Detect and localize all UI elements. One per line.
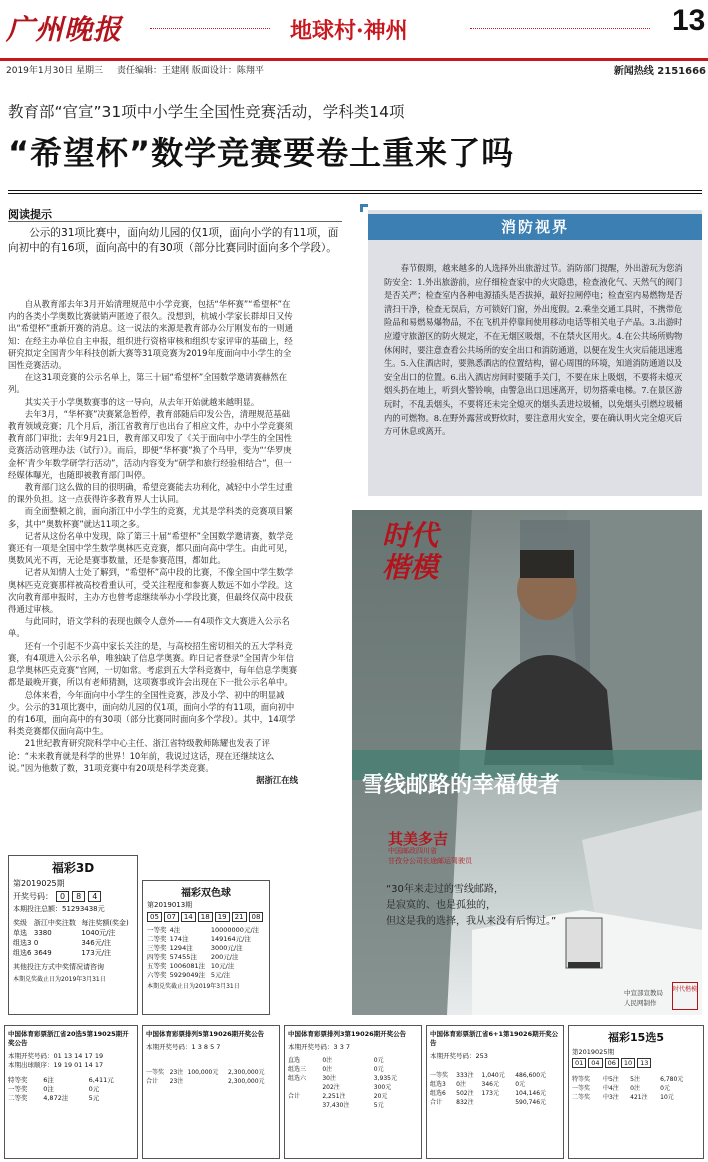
table-row xyxy=(147,970,267,979)
table-cell: 5929049注 xyxy=(169,971,206,979)
table-cell: 0注 xyxy=(322,1066,333,1073)
table-cell: 300元 xyxy=(373,1084,392,1091)
table-cell: 1,040元 xyxy=(481,1072,505,1079)
lottery-title: 福彩15选5 xyxy=(608,1031,664,1044)
fire-safety-title: 消防视界 xyxy=(368,214,702,240)
prize-table xyxy=(430,1070,560,1106)
table-cell: 149164元/注 xyxy=(210,935,251,943)
table-cell: 中3注 xyxy=(602,1094,619,1101)
table-row xyxy=(8,1084,134,1093)
newspaper-logo: 广州晚报 xyxy=(6,13,123,46)
paragraph: 记者从知情人士处了解到，“希望杯”高中段的比赛，不像全国中学生数学奥林匹克竞赛那样被高校看重认可，受关注程度和参赛人数远不如小学段。这次向教育部申报时，主办方也曾考虑继续举办小学段比赛，但最终仅高中段获得通过审核。 xyxy=(8,567,294,615)
photo-credit-2: 人民网制作 xyxy=(624,999,657,1007)
table-cell: 组选三 xyxy=(288,1066,307,1073)
table-cell: 合计 xyxy=(430,1099,443,1106)
sales-total: 本期投注总额：51293438元 xyxy=(13,905,105,913)
table-cell: 2,300,000元 xyxy=(228,1078,265,1085)
table-cell: 合计 xyxy=(288,1093,301,1100)
table-cell: 特等奖 xyxy=(8,1076,28,1084)
table-row xyxy=(146,1076,276,1085)
table-cell: 200元/注 xyxy=(210,953,239,961)
draw-number: 04 xyxy=(588,1058,602,1068)
paragraph: 记者从这份名单中发现，除了第三十届“希望杯”全国数学邀请赛，数学竞赛还有一项是全国中学生数学奥林匹克竞赛，都只面向高中学生。由此可见，奥数风光不再，无论是赛事数量，还是参赛范围，都如此。 xyxy=(8,530,294,566)
series-tag: 时代楷模 xyxy=(382,519,439,584)
quote-line: 但这是我的选择，我从来没有后悔过。” xyxy=(386,916,557,927)
article-byline: 据浙江在线 xyxy=(256,774,298,785)
table-cell: 1294注 xyxy=(169,944,193,952)
lottery-title: 福彩3D xyxy=(51,861,95,875)
table-cell: 10元/注 xyxy=(210,962,235,970)
table-cell: 五等奖 xyxy=(147,962,167,970)
table-cell: 1040元/注 xyxy=(81,929,116,937)
table-cell: 202注 xyxy=(322,1084,340,1091)
draw-numbers xyxy=(143,911,269,923)
page-number: 13 xyxy=(672,4,706,37)
lottery-tc-20x5 xyxy=(4,1025,138,1159)
table-cell: 100,000元 xyxy=(187,1069,219,1076)
table-row xyxy=(288,1100,418,1109)
table-cell: 23注 xyxy=(169,1078,184,1085)
lottery-title: 中国体育彩票浙江省6+1第19026期开奖公告 xyxy=(430,1030,559,1047)
table-row xyxy=(13,948,135,958)
paragraph: 21世纪教育研究院科学中心主任、浙江省特级教师陈耀也发表了评论：“未来教育就是科学的世界！10年前，我说过这话，现在还继续这么说。”因为他数了数，31项竞赛中有20项是科学类竞赛。 xyxy=(8,738,275,773)
prize-table xyxy=(572,1074,700,1101)
table-row xyxy=(147,961,267,970)
lottery-footer: 本期兑奖截止日为2019年3月31日 xyxy=(147,983,240,990)
table-cell: 六等奖 xyxy=(147,971,167,979)
draw-numbers xyxy=(572,1058,700,1068)
table-cell: 174注 xyxy=(169,935,189,943)
blue-ball-number: 08 xyxy=(249,912,264,922)
table-cell: 0注 xyxy=(456,1081,466,1088)
table-cell: 486,600元 xyxy=(515,1072,547,1079)
feature-title: 雪线邮路的幸福使者 xyxy=(362,773,561,798)
lottery-title: 中国体育彩票排列3第19026期开奖公告 xyxy=(288,1030,407,1038)
draw-order: 本期出球顺序：19 19 01 14 17 xyxy=(8,1061,104,1069)
table-row xyxy=(572,1074,700,1083)
article-body xyxy=(8,298,298,786)
honoree-desc-2: 甘孜分公司长途邮运驾驶员 xyxy=(388,857,472,865)
table-cell: 一等奖 xyxy=(147,926,167,934)
lottery-footer: 本期兑奖截止日为2019年3月31日 xyxy=(13,976,106,983)
table-cell: 中4注 xyxy=(602,1085,619,1092)
paragraph: 教育部门这么做的目的很明确，希望竞赛能去功利化，减轻中小学生过重的课外负担。这一点获得许多教育界人士认同。 xyxy=(8,482,293,505)
draw-number: 0 xyxy=(56,891,69,902)
seal-stamp: 时代楷模 xyxy=(672,982,698,1010)
news-hotline: 新闻热线 2151666 xyxy=(613,65,706,77)
table-row xyxy=(288,1091,418,1100)
honoree-quote xyxy=(386,882,556,930)
masthead xyxy=(0,0,708,58)
table-cell: 173元/注 xyxy=(81,949,112,957)
lottery-issue: 第2019025期 xyxy=(13,879,65,888)
table-row xyxy=(13,938,135,948)
paragraph: 去年3月，“华杯赛”决赛紧急暂停，教育部随后印发公告，清理规范基础教育领域竞赛；几个月后，浙江省教育厅也出台了相应文件，办中小学竞赛须教育部门审批；去年9月21日，教育部又印发了《关于面向中小学生的全国性竞赛活动管理办法（试行）》。而后，即便“华杯赛”换了个马甲，变为“‘华罗庚金杯’青少年数学研学行活动”，活动内容变为“研学和旅行经验相结合”，但一经媒体曝光，也随即被教育部门叫停。 xyxy=(8,408,293,480)
table-cell: 组选6 xyxy=(13,949,32,957)
table-cell: 23注 xyxy=(169,1069,184,1076)
table-cell: 4注 xyxy=(169,926,181,934)
quote-line: “30年来走过的雪线邮路， xyxy=(386,884,504,895)
table-cell: 单选 xyxy=(13,929,27,937)
table-cell: 57455注 xyxy=(169,953,197,961)
table-row xyxy=(288,1073,418,1082)
section-title: 地球村·神州 xyxy=(290,18,408,44)
table-cell: 组选3 xyxy=(430,1081,446,1088)
decorative-divider xyxy=(150,28,270,34)
paragraph: 与此同时，语文学科的表现也颇令人意外——有4项作文大赛进入公示名单。 xyxy=(8,616,290,639)
table-cell: 4,872注 xyxy=(43,1094,69,1102)
prize-table xyxy=(288,1055,418,1109)
table-row xyxy=(146,1067,276,1076)
table-cell: 三等奖 xyxy=(147,944,167,952)
table-cell: 3380 xyxy=(33,929,52,937)
draw-number: 21 xyxy=(232,912,247,922)
table-cell xyxy=(288,1082,322,1091)
draw-number: 18 xyxy=(198,912,213,922)
table-cell: 30注 xyxy=(322,1075,336,1082)
honoree-desc-1: 中国邮政四川省 xyxy=(388,847,437,855)
table-row xyxy=(430,1097,560,1106)
table-cell: 二等奖 xyxy=(147,935,167,943)
column-header: 每注奖额(奖金) xyxy=(81,919,129,927)
table-cell: 346元/注 xyxy=(81,939,112,947)
table-row xyxy=(572,1083,700,1092)
table-cell: 组选3 xyxy=(13,939,32,947)
lottery-ssq xyxy=(142,880,270,1015)
lottery-issue: 第2019025期 xyxy=(572,1048,614,1056)
table-cell: 合计 xyxy=(146,1078,159,1085)
table-header xyxy=(13,918,135,928)
draw-numbers: 本期开奖号码：01 13 14 17 19 xyxy=(8,1052,104,1060)
lottery-tc-6plus1 xyxy=(426,1025,564,1159)
prize-table xyxy=(147,925,267,979)
draw-number: 14 xyxy=(181,912,196,922)
honoree-name: 其美多吉 xyxy=(388,830,449,848)
table-cell: 3649 xyxy=(33,949,52,957)
table-cell xyxy=(188,1076,228,1085)
table-cell: 0元 xyxy=(88,1085,100,1093)
table-cell: 直选 xyxy=(288,1057,301,1064)
table-cell: 10元 xyxy=(660,1094,674,1101)
paragraph: 在这31项竞赛的公示名单上，第三十届“希望杯”全国数学邀请赛赫然在列。 xyxy=(8,372,288,395)
table-cell: 0注 xyxy=(43,1085,54,1093)
lead-rule xyxy=(8,221,342,222)
table-cell: 590,746元 xyxy=(515,1099,547,1106)
table-cell: 6,780元 xyxy=(660,1076,684,1083)
prize-table xyxy=(13,918,135,958)
table-cell: 3,935元 xyxy=(373,1075,397,1082)
table-row xyxy=(430,1079,560,1088)
table-row xyxy=(147,952,267,961)
table-cell: 一等奖 xyxy=(8,1085,28,1093)
table-cell: 5元 xyxy=(373,1102,384,1109)
table-cell: 特等奖 xyxy=(572,1076,591,1083)
lottery-title: 福彩双色球 xyxy=(181,888,231,899)
table-cell: 0元 xyxy=(373,1057,384,1064)
table-row xyxy=(147,943,267,952)
table-cell: 一等奖 xyxy=(146,1069,165,1076)
table-row xyxy=(147,925,267,934)
prize-table xyxy=(8,1075,134,1102)
column-header: 奖级 xyxy=(13,919,27,927)
table-cell: 3000元/注 xyxy=(210,944,243,952)
lead-title: 阅读提示 xyxy=(8,208,52,221)
table-cell: 104,146元 xyxy=(515,1090,547,1097)
table-cell: 0注 xyxy=(630,1085,640,1092)
paragraph: 总体来看，今年面向中小学生的全国性竞赛，涉及小学、初中的明显减少。公示的31项比赛中，面向幼儿园的仅1项，面向小学的有11项，面向初中的有16项，面向高中的有30项（部分比赛同时面向多个学段）。其中，14项学科类竞赛都仅面向高中生。 xyxy=(8,689,296,737)
decorative-divider xyxy=(470,28,650,34)
lead-text: 公示的31项比赛中，面向幼儿园的仅1项，面向小学的有11项，面向初中的有16项，面向高中的有30项（部分比赛同时面向多个学段）。 xyxy=(8,227,339,254)
article-subtitle: 教育部“官宣”31项中小学生全国性竞赛活动，学科类14项 xyxy=(8,103,405,121)
table-cell xyxy=(482,1097,516,1106)
table-cell: 173元 xyxy=(481,1090,499,1097)
table-cell: 10000000元/注 xyxy=(210,926,260,934)
table-cell: 2,300,000元 xyxy=(228,1069,265,1076)
table-cell: 6,411元 xyxy=(88,1076,114,1084)
editor-credit: 责任编辑：王建刚 版面设计：陈翔平 xyxy=(116,65,264,76)
fire-safety-text: 春节假期，越来越多的人选择外出旅游过节。消防部门提醒，外出游玩为您消防安全：1.外出旅游前，应仔细检查家中的火灾隐患，检查液化气、天然气的阀门是否关严；检查室内各种电源插头是否拔掉，最好拉闸停电；检查室内易燃物是否清扫干净，检查无误后，方可锁好门窗，外出度假。2.乘坐交通工具时，不携带危险品和易燃易爆物品，不在飞机并停靠间使用移动电话等相关电子产品。3.出游时应遵守旅游区的防火规定，不在无烟区吸烟，不在禁火区用火。4.在公共场所购物休闲时，要注意查看公共场所的安全出口和消防通道，以便在发生火灾后能迅速逃生。5.入住酒店时，要熟悉酒店的位置结构，留心周围的环境，知道消防通道以及安全出口的位置。6.出入酒店房间时要随手关门，不要在床上吸烟，不要将未熄灭烟头扔在地上，听到火警铃响，由警急出口迅速离开，切勿搭乘电梯。7.在景区游玩时，不乱丢烟头，不要将还未完全熄灭的烟头丢进垃圾桶，以免烟头引燃垃圾桶内的可燃物。8.在野外露营或野炊时，要注意用火安全，要在确认明火完全熄灭后方可休息或离开。 xyxy=(384,263,683,437)
draw-number: 06 xyxy=(605,1058,619,1068)
article-headline: “希望杯”数学竞赛要卷土重来了吗 xyxy=(8,134,515,172)
table-cell: 二等奖 xyxy=(8,1094,28,1102)
table-cell: 0元 xyxy=(515,1081,526,1088)
table-cell: 组选六 xyxy=(288,1075,307,1082)
table-row xyxy=(288,1064,418,1073)
headline-rule xyxy=(8,190,702,191)
table-row xyxy=(147,934,267,943)
table-cell: 5元/注 xyxy=(210,971,231,979)
table-cell: 二等奖 xyxy=(572,1094,591,1101)
draw-label: 开奖号码： xyxy=(13,892,53,901)
draw-number: 8 xyxy=(72,891,85,902)
paragraph: 其实关于小学奥数赛事的这一导向，从去年开始就越来越明显。 xyxy=(24,396,260,407)
table-cell: 一等奖 xyxy=(430,1072,449,1079)
prize-table xyxy=(146,1067,276,1085)
photo-credit-1: 中宣部宣教局 xyxy=(624,989,663,997)
table-row xyxy=(430,1070,560,1079)
table-cell: 0 xyxy=(33,939,39,947)
table-cell: 832注 xyxy=(456,1099,474,1106)
draw-number: 01 xyxy=(572,1058,586,1068)
table-cell: 5元 xyxy=(88,1094,100,1102)
table-row xyxy=(430,1088,560,1097)
draw-numbers: 本期开奖号码：253 xyxy=(430,1052,488,1060)
table-cell: 502注 xyxy=(456,1090,474,1097)
quote-line: 是寂寞的、也是孤独的， xyxy=(386,900,496,911)
table-cell: 0元 xyxy=(660,1085,670,1092)
lottery-tc-pl5 xyxy=(142,1025,280,1159)
table-cell: 1006081注 xyxy=(169,962,206,970)
lottery-fc3d xyxy=(8,855,138,1015)
draw-number: 13 xyxy=(637,1058,651,1068)
draw-number: 4 xyxy=(88,891,101,902)
table-cell: 一等奖 xyxy=(572,1085,591,1092)
table-cell: 346元 xyxy=(481,1081,499,1088)
table-row xyxy=(288,1055,418,1064)
table-row xyxy=(8,1075,134,1084)
lottery-title: 中国体育彩票浙江省20选5第19025期开奖公告 xyxy=(8,1030,129,1047)
table-row xyxy=(8,1093,134,1102)
table-cell: 333注 xyxy=(456,1072,474,1079)
table-cell: 四等奖 xyxy=(147,953,167,961)
table-cell: 组选6 xyxy=(430,1090,446,1097)
table-cell: 37,430注 xyxy=(322,1102,350,1109)
lottery-title: 中国体育彩票排列5第19026期开奖公告 xyxy=(146,1030,265,1038)
draw-numbers: 本期开奖号码：1 3 8 5 7 xyxy=(146,1043,221,1051)
corner-ornament xyxy=(360,204,368,212)
lottery-tc-pl3 xyxy=(284,1025,422,1159)
draw-number: 05 xyxy=(147,912,162,922)
issue-date: 2019年1月30日 星期三 xyxy=(6,65,103,76)
draw-numbers xyxy=(9,891,137,902)
draw-number: 07 xyxy=(164,912,179,922)
lottery-issue: 第2019013期 xyxy=(147,901,193,909)
table-cell: 2,251注 xyxy=(322,1093,346,1100)
table-cell: 0注 xyxy=(322,1057,333,1064)
draw-number: 10 xyxy=(621,1058,635,1068)
paragraph: 而全面整顿之前，面向浙江中小学生的竞赛，尤其是学科类的竞赛项目繁多，其中“奥数杯赛”就达11项之多。 xyxy=(8,506,293,529)
table-cell: 421注 xyxy=(630,1094,648,1101)
truck-driver-illustration xyxy=(352,510,702,1015)
draw-numbers: 本期开奖号码：3 3 7 xyxy=(288,1043,351,1051)
table-row xyxy=(572,1092,700,1101)
draw-number: 19 xyxy=(215,912,230,922)
table-row xyxy=(13,928,135,938)
column-header: 浙江中奖注数 xyxy=(33,919,76,927)
lottery-fc-15x5 xyxy=(568,1025,704,1159)
headline-rule-2 xyxy=(8,193,702,194)
table-cell: 6注 xyxy=(43,1076,54,1084)
table-cell xyxy=(288,1100,322,1109)
feature-photo xyxy=(352,510,702,1015)
lottery-note: 其他投注方式中奖情况请咨询 xyxy=(13,963,104,971)
table-cell: 0元 xyxy=(373,1066,384,1073)
table-row xyxy=(288,1082,418,1091)
issue-info xyxy=(6,61,706,77)
table-cell: 中5注 xyxy=(602,1076,619,1083)
table-cell: 5注 xyxy=(630,1076,640,1083)
table-cell: 20元 xyxy=(373,1093,388,1100)
paragraph: 自从教育部去年3月开始清理规范中小学竞赛，包括“华杯赛”“希望杯”在内的各类小学奥数比赛就销声匿迹了很久。没想到，杭城小学家长群却日又传出“希望杯”重新开赛的消息。这一说法的来源是教育部办公厅刚发布的一则通知：在经主办单位自主申报，组织进行资格审核和组织专家评审的基础上，经研究拟定全国青少年科技创新大赛等31项竞赛为2019年度面向中小学生的全国性竞赛活动。 xyxy=(8,299,294,371)
paragraph: 还有一个引起不少高中家长关注的是，与高校招生密切相关的五大学科竞赛，有4项进入公示名单，唯独缺了信息学奥赛。昨日记者登录“全国青少年信息学奥林匹克竞赛”官网，一切如常。考虑到五大学科竞赛中，每年信息学奥赛都是最晚开赛，所以有老师猜测，这项赛事或许会出现在下一批公示名单中。 xyxy=(8,640,298,688)
